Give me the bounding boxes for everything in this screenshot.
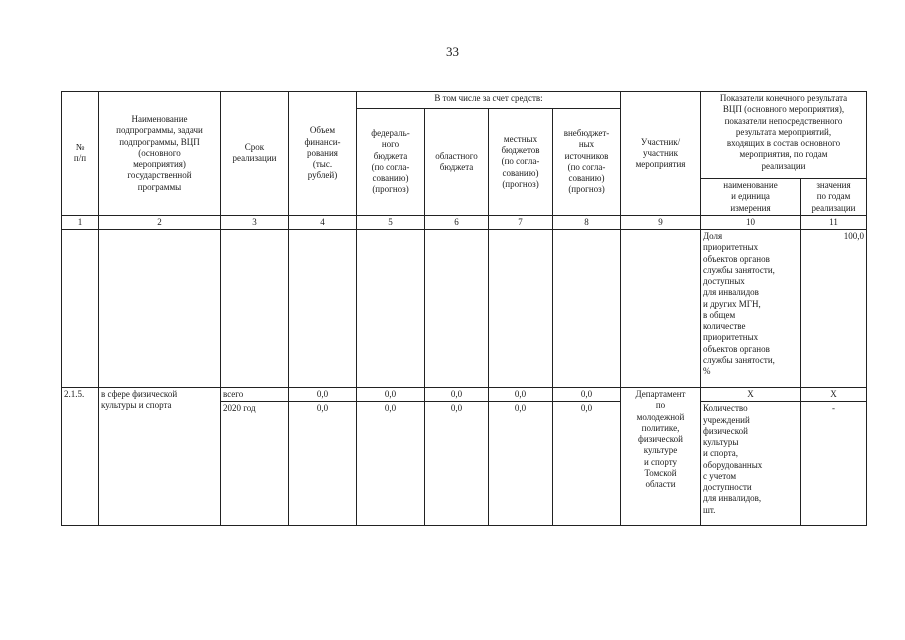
column-number: 6 [425,215,489,229]
column-number: 8 [553,215,621,229]
column-number: 9 [621,215,701,229]
header-sources-group [357,92,621,109]
local-cell: 0,0 [489,402,553,526]
period-cell: 2020 год [221,402,289,526]
indicator-name-cell: Х [701,388,801,402]
header-federal [357,109,425,216]
item-name-cell [99,388,221,526]
item-name-text: в сфере физической культуры и спорта [101,389,178,411]
column-numbers-row [62,215,867,229]
header-extrabudget [553,109,621,216]
column-number: 3 [221,215,289,229]
header-local [489,109,553,216]
header-indicator-name-text: наименование и единица измерения [723,180,778,213]
local-cell: 0,0 [489,388,553,402]
program-table [61,91,867,526]
empty-cell [289,230,357,388]
empty-cell [62,230,99,388]
indicator-value-cell: - [801,402,867,526]
header-sources-group-text: В том числе за счет средств: [434,93,543,103]
column-number: 2 [99,215,221,229]
indicator-name-cell [701,230,801,388]
header-volume [289,92,357,216]
empty-cell [425,230,489,388]
empty-cell [621,230,701,388]
column-number: 11 [801,215,867,229]
participant-text: Департамент по молодежной политике, физической культуре и спорту Томской области [635,389,686,489]
regional-cell: 0,0 [425,402,489,526]
header-indicators-group-text: Показатели конечного результата ВЦП (основного мероприятия), показатели непосредственного результата мероприятий, входящих в состав основного мероприятия, по годам реализации [719,93,848,171]
column-number: 5 [357,215,425,229]
page-number: 33 [446,44,459,59]
header-number [62,92,99,216]
table-row [62,230,867,388]
header-regional [425,109,489,216]
header-extrabudget-text: внебюджет- ных источников (по согла- сованию) (прогноз) [563,128,610,195]
header-volume-text: Объем финанси- рования (тыс. рублей) [304,125,341,181]
participant-cell [621,388,701,526]
header-regional-text: областного бюджета [435,150,478,172]
header-participant-text: Участник/ участник мероприятия [635,136,686,169]
empty-cell [357,230,425,388]
column-number: 7 [489,215,553,229]
header-indicator-value [801,179,867,216]
empty-cell [489,230,553,388]
header-period [221,92,289,216]
header-indicators-group [701,92,867,179]
header-participant [621,92,701,216]
column-number: 4 [289,215,357,229]
period-cell: всего [221,388,289,402]
federal-cell: 0,0 [357,402,425,526]
regional-cell: 0,0 [425,388,489,402]
indicator-name-text: Количество учреждений физической культуры и спорта, оборудованных с учетом доступности для инвалидов, шт. [703,403,763,515]
empty-cell [221,230,289,388]
indicator-name-text: Доля приоритетных объектов органов службы занятости, доступных для инвалидов и других МГН, в общем количестве приоритетных объектов органов службы занятости, % [703,231,775,376]
volume-cell: 0,0 [289,402,357,526]
header-indicator-value-text: значения по годам реализации [811,180,856,213]
header-name-text: Наименование подпрограммы, задачи подпрограммы, ВЦП (основного мероприятия) государственной программы [116,114,203,192]
header-local-text: местных бюджетов (по согла- сованию) (прогноз) [501,133,540,189]
extrabudget-cell: 0,0 [553,388,621,402]
indicator-value-cell: 100,0 [801,230,867,388]
indicator-name-cell [701,402,801,526]
extrabudget-cell: 0,0 [553,402,621,526]
column-number: 1 [62,215,99,229]
header-number-text: № п/п [73,142,87,164]
federal-cell: 0,0 [357,388,425,402]
header-federal-text: федераль- ного бюджета (по согла- сованию) (прогноз) [371,128,410,195]
header-name [99,92,221,216]
column-number: 10 [701,215,801,229]
volume-cell: 0,0 [289,388,357,402]
empty-cell [99,230,221,388]
item-number-cell: 2.1.5. [62,388,99,526]
empty-cell [553,230,621,388]
header-period-text: Срок реализации [232,142,277,164]
indicator-value-cell: Х [801,388,867,402]
header-indicator-name [701,179,801,216]
table-row [62,388,867,402]
